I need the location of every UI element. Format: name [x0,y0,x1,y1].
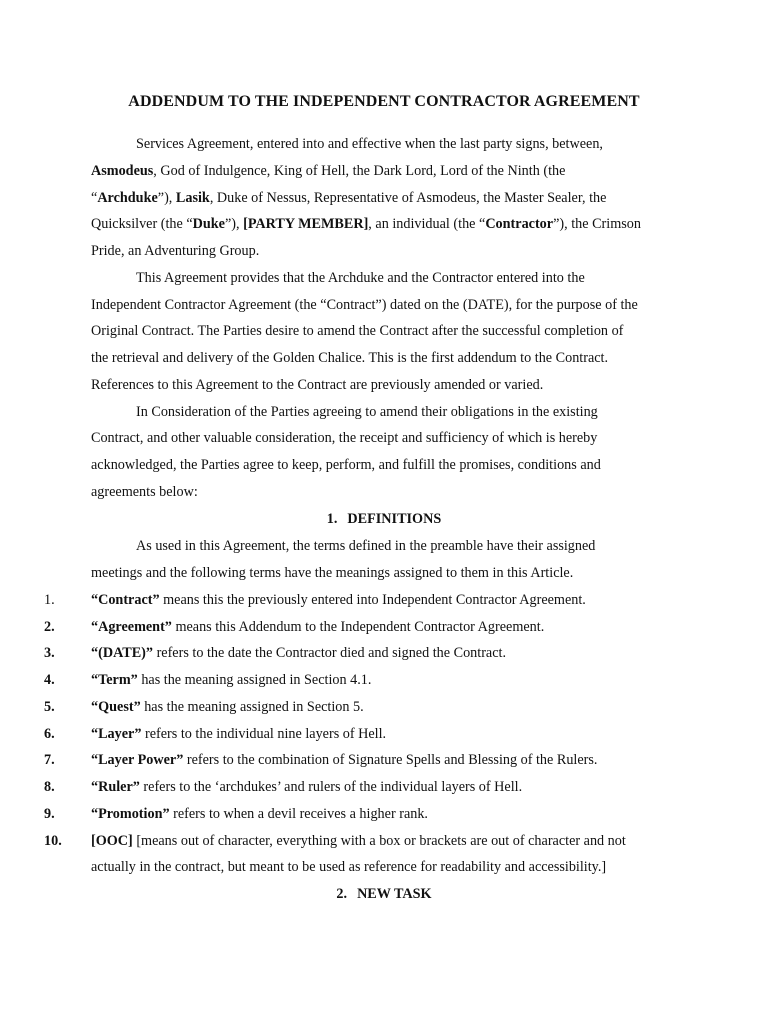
definition-number: 8. [44,779,55,795]
definition-item [91,617,544,637]
definition-term: “Ruler” [91,779,140,795]
preamble-text: , Duke of Nessus, Representative of Asmodeus, the Master Sealer, the [209,190,607,206]
para3-line-1: In Consideration of the Parties agreeing to amend their obligations in the existing [136,404,598,420]
preamble-line-4 [91,214,641,234]
party-contractor: Contractor [485,216,554,232]
party-archduke: Archduke [97,190,158,206]
preamble-line-2 [91,161,565,181]
section-1-heading [0,509,768,529]
definition-term: “Quest” [91,699,141,715]
para2-line-1: This Agreement provides that the Archduke and the Contractor entered into the [136,270,585,286]
definition-number: 4. [44,672,55,688]
definition-item [91,724,386,744]
definition-number: 9. [44,806,55,822]
section-1-number: 1. [326,511,338,527]
definition-text: refers to when a devil receives a higher rank. [169,806,428,822]
para2-line-4: the retrieval and delivery of the Golden Chalice. This is the first addendum to the Contract. [91,350,609,366]
definition-number: 7. [44,752,55,768]
definition-item [91,670,371,690]
para2-line-2: Independent Contractor Agreement (the “Contract”) dated on the (DATE), for the purpose of the [91,297,638,313]
preamble-text: Quicksilver (the “ [91,216,193,232]
preamble-line-5: Pride, an Adventuring Group. [91,243,260,259]
definition-number: 1. [44,592,55,608]
quote-mark: “ [91,190,98,206]
preamble-text: ”), the Crimson [553,216,641,232]
definition-item [91,750,597,770]
para3-line-4: agreements below: [91,484,198,500]
section-1-title: DEFINITIONS [347,511,442,527]
definition-item [91,804,428,824]
definition-text: means this the previously entered into Independent Contractor Agreement. [159,592,586,608]
section-2-number: 2. [336,886,348,902]
definition-term: “Contract” [91,592,160,608]
party-lasik: Lasik [175,190,210,206]
definition-text: refers to the date the Contractor died and signed the Contract. [153,645,507,661]
party-duke: Duke [192,216,225,232]
definition-item [91,831,626,851]
preamble-text: ”), [224,216,244,232]
section-1-intro-line-1: As used in this Agreement, the terms defined in the preamble have their assigned [136,538,596,554]
definition-term: [OOC] [91,833,133,849]
definition-number: 3. [44,645,55,661]
party-member-placeholder: [PARTY MEMBER] [243,216,369,232]
preamble-text: , God of Indulgence, King of Hell, the Dark Lord, Lord of the Ninth (the [153,163,566,179]
party-asmodeus: Asmodeus [91,163,154,179]
para3-line-2: Contract, and other valuable consideration, the receipt and sufficiency of which is hereby [91,430,598,446]
definition-number: 6. [44,726,55,742]
definition-text: means this Addendum to the Independent Contractor Agreement. [171,619,545,635]
definition-text: refers to the combination of Signature Spells and Blessing of the Rulers. [183,752,598,768]
definition-term: “(DATE)” [91,645,154,661]
preamble-line-1: Services Agreement, entered into and effective when the last party signs, between, [136,136,603,152]
para2-line-3: Original Contract. The Parties desire to amend the Contract after the successful completion of [91,323,624,339]
definition-term: “Layer” [91,726,142,742]
definition-item [91,777,522,797]
definition-text: refers to the ‘archdukes’ and rulers of the individual layers of Hell. [139,779,523,795]
section-1-intro-line-2: meetings and the following terms have the meanings assigned to them in this Article. [91,565,574,581]
definition-item [91,697,364,717]
definition-term: “Layer Power” [91,752,184,768]
definition-text: [means out of character, everything with a box or brackets are out of character and not [132,833,626,849]
definition-item [91,590,586,610]
definition-term: “Agreement” [91,619,172,635]
definition-term: “Promotion” [91,806,170,822]
definition-text: has the meaning assigned in Section 5. [140,699,364,715]
definition-text: refers to the individual nine layers of Hell. [141,726,387,742]
definition-continuation: actually in the contract, but meant to be used as reference for readability and accessibility.] [91,859,607,875]
definition-number: 10. [44,833,62,849]
section-2-heading [0,884,768,904]
para2-line-5: References to this Agreement to the Contract are previously amended or varied. [91,377,544,393]
definition-text: has the meaning assigned in Section 4.1. [137,672,372,688]
definition-term: “Term” [91,672,138,688]
document-title: ADDENDUM TO THE INDEPENDENT CONTRACTOR AGREEMENT [128,93,640,110]
definition-number: 5. [44,699,55,715]
preamble-text: ”), [157,190,176,206]
section-2-title: NEW TASK [357,886,432,902]
preamble-line-3 [91,188,606,208]
definition-number: 2. [44,619,55,635]
para3-line-3: acknowledged, the Parties agree to keep, perform, and fulfill the promises, conditions and [91,457,601,473]
definition-item [91,643,506,663]
preamble-text: , an individual (the “ [368,216,486,232]
